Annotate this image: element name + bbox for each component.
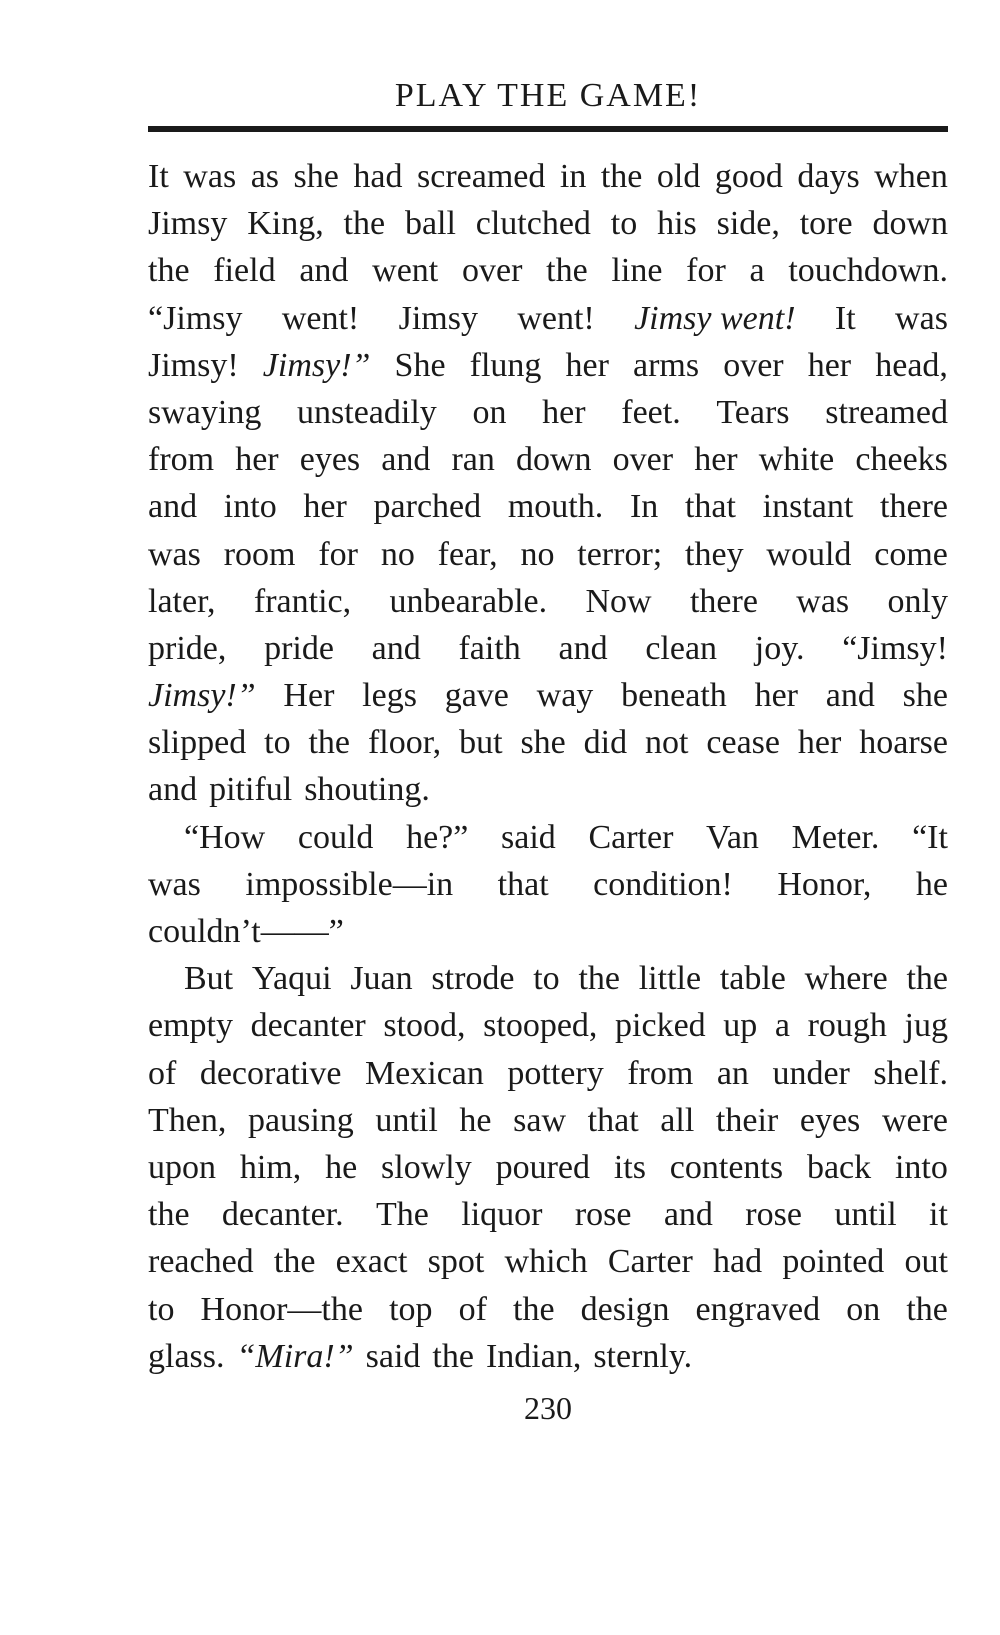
text-line [148, 672, 948, 719]
word: to [610, 205, 638, 243]
text-line [148, 1002, 948, 1049]
word: there [689, 582, 758, 620]
word: he?” [406, 818, 469, 856]
word: the [578, 960, 620, 998]
word: their [715, 1101, 779, 1139]
word: Carter [588, 818, 674, 856]
word [237, 1333, 354, 1380]
word: table [719, 960, 786, 998]
italic-word: Jimsy went! [634, 299, 796, 337]
word: that [497, 865, 549, 903]
word: a [774, 1007, 790, 1045]
word: unsteadily [297, 393, 437, 431]
word: pointed [782, 1243, 885, 1281]
word: Her [283, 677, 335, 715]
word: come [874, 535, 948, 573]
word: couldn’t——” [148, 913, 344, 950]
word: clean [645, 629, 718, 667]
word: pride, [148, 629, 227, 667]
word: into [894, 1148, 948, 1186]
header-rule [148, 126, 948, 132]
word: decanter [250, 1007, 366, 1045]
word: gave [444, 677, 509, 715]
word: side, [716, 205, 780, 243]
word: Mexican [364, 1054, 484, 1092]
word: legs [362, 677, 417, 715]
word: only [887, 582, 948, 620]
word: reached [148, 1243, 254, 1281]
word: line [611, 252, 663, 290]
text-line [148, 766, 948, 813]
word: Carter [607, 1243, 693, 1281]
word: the [148, 1196, 190, 1234]
word: and [148, 488, 198, 526]
word: beneath [621, 677, 727, 715]
word: top [389, 1290, 433, 1328]
word: impossible—in [245, 865, 454, 903]
text-line [148, 814, 948, 861]
text-line [148, 247, 948, 294]
word: ran [451, 441, 495, 479]
word: back [806, 1148, 872, 1186]
word: the [308, 724, 351, 762]
word: flung [469, 346, 542, 384]
word: over [461, 252, 523, 290]
word: strode [431, 960, 515, 998]
word: over [612, 441, 674, 479]
word: was [148, 865, 201, 903]
word: was [183, 158, 237, 195]
word: the [906, 960, 948, 998]
word: she [520, 724, 566, 762]
word: screamed [417, 158, 546, 195]
word: when [874, 158, 948, 195]
text-line [148, 1333, 948, 1380]
word: stood, [383, 1007, 466, 1045]
word: pitiful [209, 771, 293, 809]
text-line [148, 1144, 948, 1191]
word: cease [706, 724, 780, 762]
text-line [148, 342, 948, 389]
text-line [148, 1238, 948, 1285]
word: were [881, 1101, 948, 1139]
word: her [542, 393, 586, 431]
word: spot [427, 1243, 485, 1281]
word: hoarse [859, 724, 948, 762]
word: Juan [350, 960, 413, 998]
word: way [536, 677, 594, 715]
word: into [223, 488, 277, 526]
word: eyes [299, 441, 361, 479]
word: white [758, 441, 835, 479]
word: Jimsy [148, 205, 228, 243]
word: contents [669, 1148, 784, 1186]
word: its [613, 1148, 646, 1186]
text-line [148, 861, 948, 908]
word: cheeks [855, 441, 948, 479]
word: sternly. [593, 1337, 693, 1375]
word: her [797, 724, 842, 762]
word: shouting. [304, 771, 430, 809]
word: her [694, 441, 738, 479]
word: Tears [716, 393, 790, 431]
word: tore [799, 205, 853, 243]
word: and [148, 771, 198, 809]
word: “How [184, 818, 266, 856]
word: the [906, 1290, 948, 1328]
word: he [459, 1101, 492, 1139]
text-line [148, 295, 948, 342]
word: had [353, 158, 403, 195]
word: “It [912, 818, 948, 856]
word: he [915, 865, 948, 903]
word: Indian, [485, 1337, 582, 1375]
page-number: 230 [524, 1390, 572, 1426]
word: rose [574, 1196, 632, 1234]
text-line [148, 1050, 948, 1097]
word: streamed [825, 393, 948, 431]
word: down [872, 205, 948, 243]
word: terror; [577, 535, 663, 573]
word: a [749, 252, 765, 290]
word: exact [335, 1243, 408, 1281]
word: ball [404, 205, 456, 243]
word: Yaqui [251, 960, 332, 998]
word: would [766, 535, 852, 573]
word: engraved [695, 1290, 821, 1328]
word: rose [745, 1196, 802, 1234]
word: Van [706, 818, 759, 856]
word: arms [633, 346, 700, 384]
word: “Jimsy [148, 299, 243, 337]
word: touchdown. [788, 252, 948, 290]
word: up [723, 1007, 758, 1045]
word: from [148, 441, 215, 479]
word: floor, [367, 724, 442, 762]
word: to [533, 960, 560, 998]
word: upon [148, 1148, 216, 1186]
word: slipped [148, 724, 247, 762]
word: under [772, 1054, 850, 1092]
text-line [148, 955, 948, 1002]
word: mouth. [507, 488, 604, 526]
word: was [148, 535, 201, 573]
word: In [629, 488, 659, 526]
text-line [148, 436, 948, 483]
word: but [459, 724, 503, 762]
word: and [299, 252, 349, 290]
word: her [235, 441, 279, 479]
word: It [834, 299, 856, 337]
word: shelf. [873, 1054, 948, 1092]
word: eyes [799, 1101, 861, 1139]
word: days [797, 158, 860, 195]
text-line [148, 153, 948, 200]
word: faith [458, 629, 521, 667]
word: frantic, [253, 582, 352, 620]
text-line [148, 1191, 948, 1238]
word: decorative [199, 1054, 342, 1092]
word: went! [281, 299, 360, 337]
word: fear, [437, 535, 498, 573]
text-line [148, 719, 948, 766]
word: pride [264, 629, 334, 667]
word: to [148, 1290, 175, 1328]
word: slowly [381, 1148, 472, 1186]
word: unbearable. [389, 582, 548, 620]
word: that [684, 488, 736, 526]
word: poured [495, 1148, 590, 1186]
word: went! [517, 299, 595, 337]
word: liquor [461, 1196, 543, 1234]
text-line [148, 1097, 948, 1144]
text-line [148, 908, 948, 955]
word: pottery [507, 1054, 604, 1092]
word: Then, [148, 1101, 227, 1139]
word: him, [239, 1148, 302, 1186]
word: her [807, 346, 852, 384]
word: for [318, 535, 358, 573]
word: It [148, 158, 169, 195]
text-line [148, 578, 948, 625]
word: and [558, 629, 608, 667]
word: the [148, 252, 190, 290]
word: an [716, 1054, 749, 1092]
text-line [148, 389, 948, 436]
word: But [184, 960, 234, 998]
word: head, [875, 346, 948, 384]
word: “Jimsy! [842, 629, 948, 667]
word: had [713, 1243, 763, 1281]
word: which [504, 1243, 588, 1281]
word: went [372, 252, 439, 290]
word: instant [762, 488, 854, 526]
word: glass. [148, 1337, 225, 1375]
word: said [365, 1337, 421, 1375]
word: decanter. [221, 1196, 344, 1234]
running-title: PLAY THE GAME! [394, 77, 702, 114]
word: was [796, 582, 850, 620]
word: on [846, 1290, 881, 1328]
word: the [513, 1290, 555, 1328]
word [148, 672, 256, 719]
word: room [223, 535, 296, 573]
word: She [394, 346, 446, 384]
word: old [656, 158, 701, 195]
word: in [559, 158, 587, 195]
word: her [565, 346, 609, 384]
word: not [645, 724, 689, 762]
word: Honor, [777, 865, 872, 903]
word: Jimsy! [148, 346, 239, 384]
word [634, 295, 795, 342]
word: was [895, 299, 948, 337]
text-line [148, 531, 948, 578]
word: of [148, 1054, 177, 1092]
word: Honor—the [200, 1290, 363, 1328]
word: until [375, 1101, 438, 1139]
word: he [325, 1148, 358, 1186]
word: clutched [475, 205, 591, 243]
word: did [583, 724, 628, 762]
text-line [148, 1286, 948, 1333]
word: from [627, 1054, 694, 1092]
word: down [516, 441, 592, 479]
word: there [880, 488, 948, 526]
word: saw [513, 1101, 567, 1139]
word: rough [807, 1007, 887, 1045]
word: Jimsy [398, 299, 478, 337]
italic-word: “Mira!” [236, 1337, 354, 1375]
italic-word: Jimsy!” [148, 677, 256, 715]
word: no [380, 535, 415, 573]
word: little [638, 960, 702, 998]
word: the [273, 1243, 316, 1281]
word: feet. [621, 393, 681, 431]
word: condition! [593, 865, 733, 903]
word: the [546, 252, 588, 290]
word: picked [615, 1007, 706, 1045]
word: joy. [754, 629, 805, 667]
word: parched [373, 488, 482, 526]
word: Now [585, 582, 652, 620]
word: that [587, 1101, 639, 1139]
word: on [472, 393, 507, 431]
word: of [458, 1290, 487, 1328]
word: the [343, 205, 386, 243]
text-line [148, 200, 948, 247]
word: out [904, 1243, 948, 1281]
word: as [250, 158, 280, 195]
word: where [804, 960, 888, 998]
word: jug [904, 1007, 948, 1045]
word: King, [247, 205, 324, 243]
text-line [148, 625, 948, 672]
word: the [600, 158, 643, 195]
word: until [834, 1196, 897, 1234]
word: The [376, 1196, 429, 1234]
text-line [148, 483, 948, 530]
word: pausing [248, 1101, 354, 1139]
word: they [685, 535, 744, 573]
word: said [501, 818, 556, 856]
word: his [657, 205, 697, 243]
word: field [213, 252, 276, 290]
word: swaying [148, 393, 262, 431]
word: her [303, 488, 347, 526]
word: no [520, 535, 555, 573]
word: and [663, 1196, 713, 1234]
word: design [580, 1290, 670, 1328]
word: empty [148, 1007, 233, 1045]
word: could [297, 818, 374, 856]
word: stooped, [483, 1007, 598, 1045]
word: to [264, 724, 291, 762]
word [263, 342, 371, 389]
word: and [381, 441, 431, 479]
word: over [723, 346, 784, 384]
word: Meter. [791, 818, 880, 856]
word: the [432, 1337, 474, 1375]
word: all [660, 1101, 695, 1139]
word: and [371, 629, 421, 667]
word: and [825, 677, 875, 715]
word: for [686, 252, 726, 290]
word: she [293, 158, 339, 195]
word: she [902, 677, 948, 715]
body-text [148, 153, 948, 1380]
word: later, [148, 582, 216, 620]
italic-word: Jimsy!” [262, 346, 371, 384]
word: it [929, 1196, 948, 1234]
word: good [714, 158, 783, 195]
word: her [754, 677, 798, 715]
